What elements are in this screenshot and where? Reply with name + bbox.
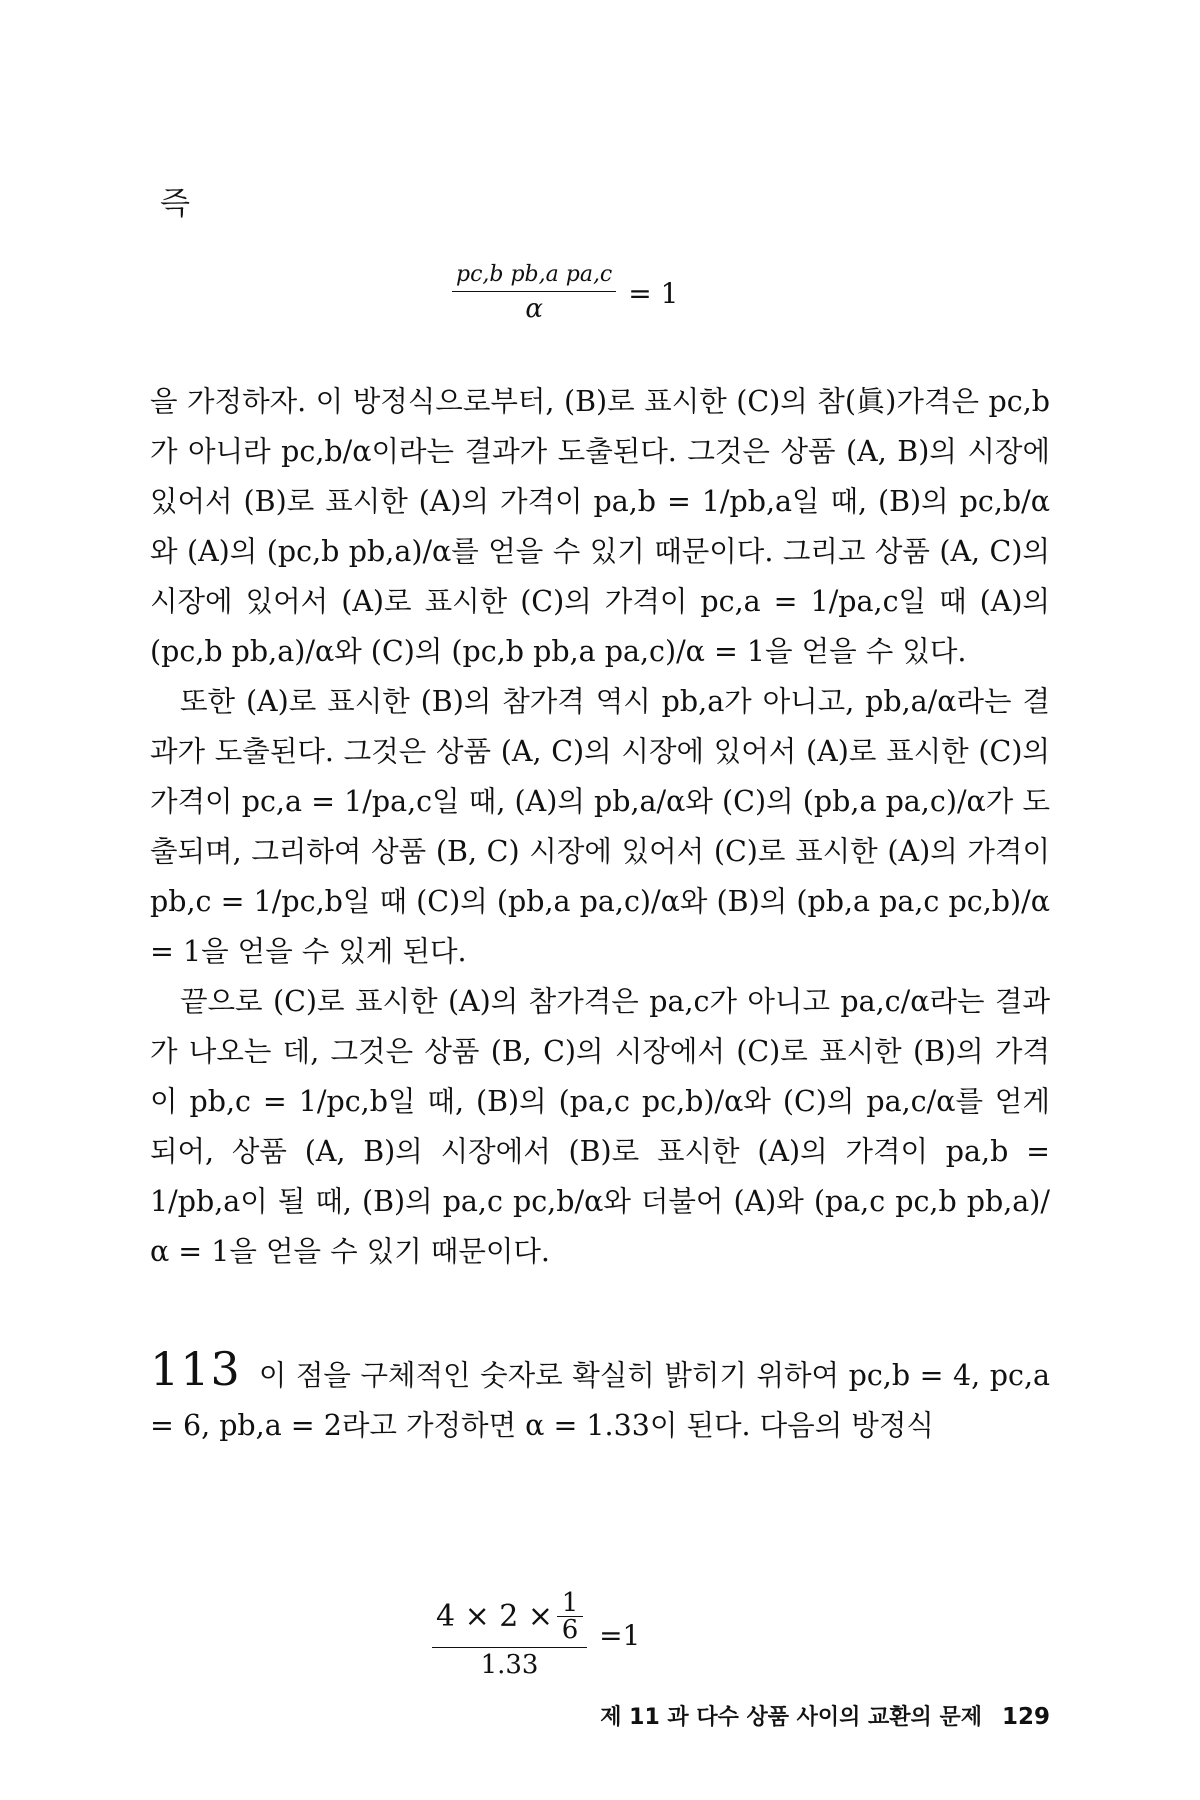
equation-2-numerator — [432, 1590, 587, 1647]
page-number: 129 — [1001, 1704, 1050, 1730]
one-sixth-fraction — [557, 1590, 583, 1643]
equation-1 — [452, 262, 678, 324]
body-text — [150, 377, 1050, 1277]
paragraph: 또한 (A)로 표시한 (B)의 참가격 역시 pb,a가 아니고, pb,a/α라는 결과가 도출된다. 그것은 상품 (A, C)의 시장에 있어서 (A)로 표시한 (C)의 가격이 pc,a = 1/pa,c일 때, (A)의 pb,a/α와 (C)의 (pb,a pa,c)/α가 도출되며, 그리하여 상품 (B, C) 시장에 있어서 (C)로 표시한 (A)의 가격이 pb,c = 1/pc,b일 때 (C)의 (pb,a pa,c)/α와 (B)의 (pb,a pa,c pc,b)/α = 1을 얻을 수 있게 된다. — [150, 685, 1050, 968]
equation-2-denominator: 1.33 — [480, 1650, 539, 1680]
section-number: 113 — [150, 1342, 241, 1396]
equation-2 — [432, 1590, 640, 1680]
chapter-title: 제 11 과 다수 상품 사이의 교환의 문제 — [600, 1705, 982, 1730]
section-113 — [150, 1344, 1050, 1451]
equation-1-rhs: = 1 — [628, 276, 679, 310]
intro-word: 즉 — [160, 186, 190, 222]
small-fraction-denominator: 6 — [561, 1615, 579, 1645]
section-paragraph — [150, 1344, 1050, 1451]
paragraph: 을 가정하자. 이 방정식으로부터, (B)로 표시한 (C)의 참(眞)가격은 pc,b가 아니라 pc,b/α이라는 결과가 도출된다. 그것은 상품 (A, B)의 시장에 있어서 (B)로 표시한 (A)의 가격이 pa,b = 1/pb,a일 때, (B)의 pc,b/α와 (A)의 (pc,b pb,a)/α를 얻을 수 있기 때문이다. 그리고 상품 (A, C)의 시장에 있어서 (A)로 표시한 (C)의 가격이 pc,a = 1/pa,c일 때 (A)의 (pc,b pb,a)/α와 (C)의 (pc,b pb,a pa,c)/α = 1을 얻을 수 있다. — [150, 385, 1050, 668]
equation-2-numerator-text: 4 × 2 × — [436, 1599, 554, 1634]
small-fraction-numerator: 1 — [561, 1588, 579, 1618]
section-text: 이 점을 구체적인 숫자로 확실히 밝히기 위하여 pc,b = 4, pc,a = 6, pb,a = 2라고 가정하면 α = 1.33이 된다. 다음의 방정식 — [150, 1359, 1050, 1442]
paragraph: 끝으로 (C)로 표시한 (A)의 참가격은 pa,c가 아니고 pa,c/α라는 결과가 나오는 데, 그것은 상품 (B, C)의 시장에서 (C)로 표시한 (B)의 가격이 pb,c = 1/pc,b일 때, (B)의 (pa,c pc,b)/α와 (C)의 pa,c/α를 얻게 되어, 상품 (A, B)의 시장에서 (B)로 표시한 (A)의 가격이 pa,b = 1/pb,a이 될 때, (B)의 pa,c pc,b/α와 더불어 (A)와 (pa,c pc,b pb,a)/α = 1을 얻을 수 있기 때문이다. — [150, 985, 1050, 1268]
equation-2-fraction — [432, 1590, 587, 1680]
equation-1-fraction — [452, 262, 616, 324]
equation-1-denominator: α — [525, 294, 543, 324]
equation-1-numerator: pc,b pb,a pa,c — [456, 262, 613, 287]
equation-2-rhs: =1 — [599, 1618, 641, 1652]
running-footer — [600, 1700, 1050, 1731]
